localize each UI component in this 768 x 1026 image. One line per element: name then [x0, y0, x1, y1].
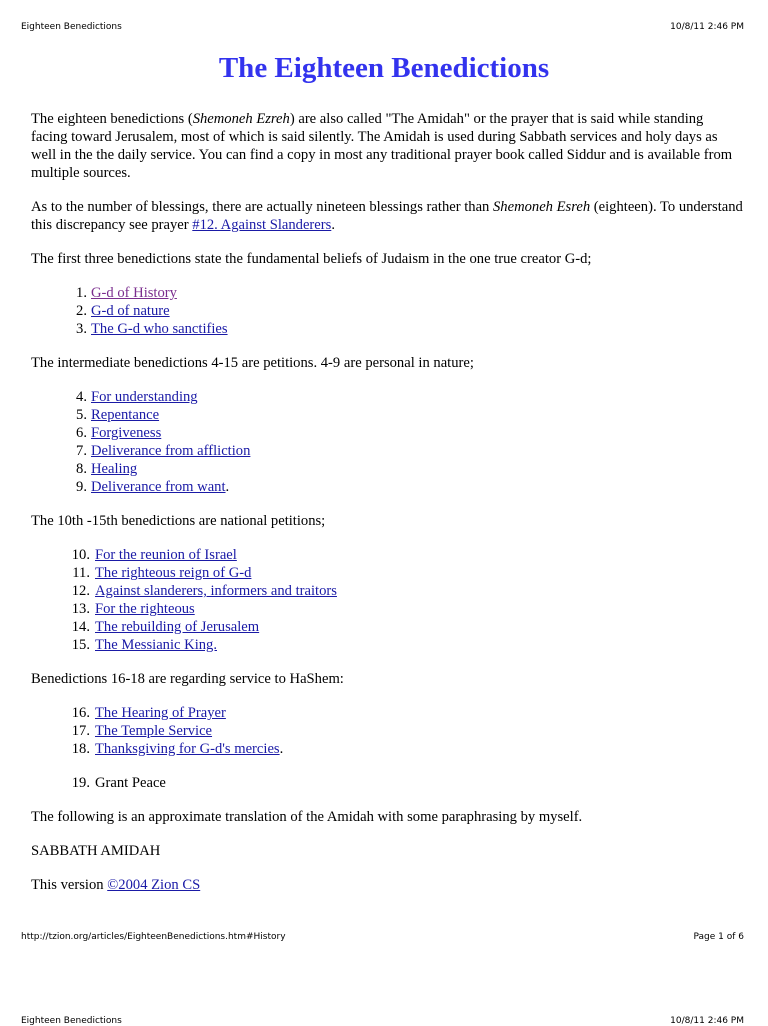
benediction-link[interactable]: For the reunion of Israel: [95, 547, 237, 563]
version-line: This version ©2004 Zion CS: [31, 877, 201, 893]
list-item: 15. The Messianic King.: [71, 637, 217, 653]
benediction-link[interactable]: The G-d who sanctifies: [91, 321, 228, 337]
benediction-list-5: [31, 774, 743, 792]
next-page-header-title: Eighteen Benedictions: [21, 1016, 122, 1026]
print-footer: [21, 932, 744, 942]
list-item: 19. Grant Peace: [71, 775, 166, 791]
list-item: 18. Thanksgiving for G-d's mercies.: [71, 741, 284, 757]
benediction-link[interactable]: Deliverance from want: [91, 479, 226, 495]
translation-note: The following is an approximate translation of the Amidah with some paraphrasing by myself.: [31, 809, 583, 825]
list-item: 5. Repentance: [76, 407, 160, 423]
next-page-header-datetime: 10/8/11 2:46 PM: [670, 1016, 744, 1026]
benediction-list-4: [31, 704, 743, 758]
list-item: 9. Deliverance from want.: [76, 479, 230, 495]
against-slanderers-link[interactable]: #12. Against Slanderers: [192, 217, 332, 233]
benediction-link[interactable]: Forgiveness: [91, 425, 162, 441]
grant-peace-text: Grant Peace: [95, 775, 166, 791]
benediction-link[interactable]: G-d of nature: [91, 303, 170, 319]
benediction-list-3: [31, 546, 743, 654]
list-item: 17. The Temple Service: [71, 723, 213, 739]
blessing-count-paragraph: As to the number of blessings, there are actually nineteen blessings rather than Shemoneh Esreh (eighteen). To understand this discrepancy see prayer #12. Against Slanderers.: [31, 199, 743, 233]
benediction-link[interactable]: Deliverance from affliction: [91, 443, 251, 459]
benediction-link[interactable]: For the righteous: [95, 601, 195, 617]
section-intro-first-three: The first three benedictions state the fundamental beliefs of Judaism in the one true creator G-d;: [31, 251, 592, 267]
benediction-list-2: [31, 388, 743, 496]
list-item: 14. The rebuilding of Jerusalem: [71, 619, 260, 635]
benediction-link[interactable]: The rebuilding of Jerusalem: [95, 619, 260, 635]
list-item: 8. Healing: [76, 461, 138, 477]
list-item: 2. G-d of nature: [76, 303, 170, 319]
list-item: 6. Forgiveness: [76, 425, 162, 441]
list-item: 16. The Hearing of Prayer: [71, 705, 226, 721]
list-item: 1. G-d of History: [76, 285, 177, 301]
benediction-link[interactable]: Thanksgiving for G-d's mercies: [95, 741, 280, 757]
print-header: [21, 22, 744, 32]
print-header-title: Eighteen Benedictions: [21, 22, 122, 32]
copyright-link[interactable]: ©2004 Zion CS: [107, 877, 201, 893]
list-item: 7. Deliverance from affliction: [76, 443, 251, 459]
list-item: 13. For the righteous: [71, 601, 195, 617]
next-page-header: [21, 1016, 744, 1026]
benediction-link[interactable]: Healing: [91, 461, 138, 477]
intro-paragraph: The eighteen benedictions (Shemoneh Ezreh) are also called "The Amidah" or the prayer that is said while standing facing toward Jerusalem, most of which is said silently. The Amidah is used during Sabbath services and holy days as well in the the daily service. You can find a copy in most any traditional prayer book called Siddur and is available from multiple sources.: [31, 111, 733, 181]
benediction-link[interactable]: The Temple Service: [95, 723, 213, 739]
benediction-link[interactable]: For understanding: [91, 389, 198, 405]
print-footer-page: Page 1 of 6: [693, 932, 744, 942]
list-item: 10. For the reunion of Israel: [71, 547, 237, 563]
page-title: The Eighteen Benedictions: [218, 52, 550, 84]
benediction-link[interactable]: The righteous reign of G-d: [95, 565, 252, 581]
print-header-datetime: 10/8/11 2:46 PM: [670, 22, 744, 32]
benediction-link[interactable]: Against slanderers, informers and traitors: [95, 583, 337, 599]
article-body: [31, 110, 743, 910]
list-item: 11. The righteous reign of G-d: [72, 565, 252, 581]
benediction-link[interactable]: The Messianic King.: [95, 637, 217, 653]
print-footer-url: http://tzion.org/articles/EighteenBenedictions.htm#History: [21, 932, 286, 942]
benediction-list-1: [31, 284, 743, 338]
section-intro-national: The 10th -15th benedictions are national petitions;: [31, 513, 326, 529]
list-item: 3. The G-d who sanctifies: [76, 321, 228, 337]
list-item: 4. For understanding: [76, 389, 198, 405]
benediction-link[interactable]: Repentance: [91, 407, 160, 423]
hebrew-term: Shemoneh Ezreh: [192, 111, 290, 127]
hebrew-term: Shemoneh Esreh: [493, 199, 591, 215]
section-intro-service: Benedictions 16-18 are regarding service to HaShem:: [31, 671, 344, 687]
section-intro-personal: The intermediate benedictions 4-15 are petitions. 4-9 are personal in nature;: [31, 355, 474, 371]
benediction-link[interactable]: G-d of History: [91, 285, 177, 301]
list-item: 12. Against slanderers, informers and traitors: [71, 583, 337, 599]
benediction-link[interactable]: The Hearing of Prayer: [95, 705, 226, 721]
amidah-heading: SABBATH AMIDAH: [31, 843, 161, 859]
